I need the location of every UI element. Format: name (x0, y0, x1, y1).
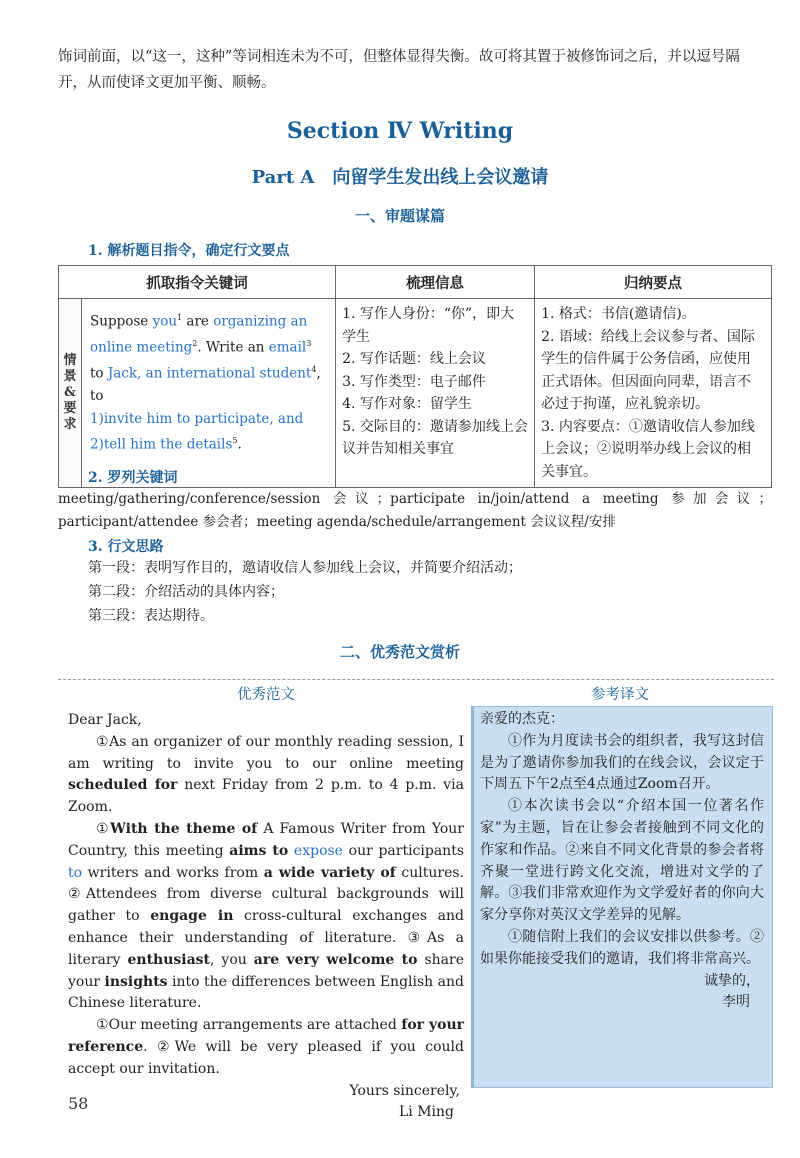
letter-text: into the differences between English and Chinese literature. (68, 973, 464, 1012)
table-header-info: 梳理信息 (336, 266, 535, 299)
translation-paragraph-3: ①随信附上我们的会议安排以供参考。②如果你能接受我们的邀请，我们将非常高兴。 (480, 928, 764, 967)
letter-paragraph-3 (68, 1015, 464, 1080)
task-key-organizing: organizing an online meeting (90, 313, 308, 356)
letter-bold: scheduled for (68, 777, 178, 794)
translation-closing: 诚挚的， (704, 972, 760, 989)
idea-line: 第二段：介绍活动的具体内容； (88, 584, 284, 600)
task-text: , to (90, 365, 321, 404)
subheading-sample: 二、优秀范文赏析 (339, 643, 460, 661)
dashed-divider (58, 679, 774, 680)
letter-text: ①Our meeting arrangements are attached (96, 1017, 402, 1034)
task-text: are (182, 313, 214, 330)
letter-paragraph-1 (68, 732, 464, 819)
letter-text: A Famous Writer from Your Country, this meeting (68, 820, 464, 859)
letter-text: ① (96, 820, 111, 837)
idea-line: 第一段：表明写作目的，邀请收信人参加线上会议，并简要介绍活动； (88, 560, 522, 576)
part-title: Part A 向留学生发出线上会议邀请 (251, 167, 549, 188)
info-item: 2. 写作话题：线上会议 (342, 351, 486, 367)
letter-text: cross-cultural exchanges and enhance their understanding of literature. ③As a literary (68, 908, 464, 968)
task-keywords-cell: Suppose you$^1$ are organizing an online meeting$^2$. Write an email$^3$ to Jack, an international student$^4$, to 1)invite him to participate, and 2)tell him the details$^5$. (82, 299, 336, 488)
info-item: 4. 写作对象：留学生 (342, 396, 472, 412)
letter-bold: for your reference (68, 1017, 464, 1055)
letter-bold: With the theme of (110, 820, 258, 837)
letter-bold: are very welcome to (253, 951, 418, 968)
info-item: 3. 写作类型：电子邮件 (342, 373, 486, 390)
translation-text (480, 709, 764, 1014)
letter-signature: Li Ming (398, 1104, 454, 1121)
task-text: . Write an (197, 339, 269, 356)
translation-paragraph-2: ①本次读书会以“介绍本国一位著名作家”为主题，旨在让参会者接触到不同文化的作家和作品。②来自不同文化背景的参会者将齐聚一堂进行跨文化交流，增进对文学的了解。③我们非常欢迎作为文学爱好者的你向大家分享你对英汉文学差异的见解。 (480, 798, 764, 924)
letter-blue: to (68, 864, 83, 881)
intro-paragraph: 饰词前面，以“这一，这种”等词相连未为不可，但整体显得失衡。故可将其置于被修饰词之后，并以逗号隔开，从而使译文更加平衡、顺畅。 (58, 49, 740, 91)
side-label-text: 情景&要求 (63, 353, 77, 432)
subheading-analysis: 一、审题谋篇 (354, 207, 445, 225)
letter-text: cultures. ②Attendees from diverse cultural backgrounds will gather to (68, 864, 465, 925)
summary-item: 1. 格式：书信(邀请信)。 (541, 306, 696, 322)
translation-column-title: 参考译文 (591, 687, 649, 703)
letter-bold: aims to (229, 842, 289, 859)
sample-letter (68, 710, 464, 1124)
step-3-heading: 3. 行文思路 (88, 539, 164, 555)
info-item: 5. 交际目的：邀请参加线上会议并告知相关事宜 (342, 418, 528, 457)
summary-item: 2. 语域：给线上会议参与者、国际学生的信件属于公务信函，应使用正式语体。但因面向同辈，语言不必过于拘谨，应礼貌亲切。 (541, 328, 755, 412)
letter-text: . ②We will be very pleased if you could accept our invitation. (68, 1038, 464, 1077)
keywords-paragraph: meeting/gathering/conference/session 会议；participate in/join/attend a meeting 参加会议；participant/attendee 参会者；meeting agenda/schedule/arrangement 会议议程/安排 (58, 491, 772, 530)
translation-greeting: 亲爱的杰克： (480, 711, 564, 727)
idea-line: 第三段：表达期待。 (88, 608, 214, 624)
letter-text: share your (68, 951, 464, 990)
page-number: 58 (68, 1094, 89, 1113)
task-key-you: you (152, 313, 178, 330)
letter-bold: insights (104, 973, 168, 990)
analysis-table (58, 265, 772, 488)
task-text: Suppose (90, 313, 153, 330)
translation-paragraph-1: ①作为月度读书会的组织者，我写这封信是为了邀请你参加我们的在线会议，会议定于下周五下午2点至4点通过Zoom召开。 (480, 732, 764, 793)
letter-text: our participants (342, 842, 465, 859)
letter-blue: expose (293, 842, 343, 859)
letter-bold: a wide variety of (263, 864, 396, 881)
task-key-invite: 1)invite him to participate, and (90, 410, 304, 427)
translation-signature: 李明 (722, 994, 750, 1011)
info-cell (336, 299, 535, 488)
table-header-keywords: 抓取指令关键词 (59, 266, 336, 299)
info-item: 1. 写作人身份：“你”，即大学生 (342, 306, 515, 345)
task-key-jack: Jack, an international student (107, 365, 312, 382)
task-key-email: email (268, 339, 307, 356)
letter-text: next Friday from 2 p.m. to 4 p.m. via Zoom. (68, 777, 464, 816)
sample-column-title: 优秀范文 (237, 687, 295, 703)
table-side-label (59, 299, 82, 488)
letter-greeting: Dear Jack, (68, 712, 142, 728)
table-header-summary: 归纳要点 (535, 266, 772, 299)
letter-text: ①As an organizer of our monthly reading session, I am writing to invite you to our online meeting (68, 733, 464, 772)
summary-item: 3. 内容要点：①邀请收信人参加线上会议；②说明举办线上会议的相关事宜。 (541, 418, 755, 480)
letter-closing: Yours sincerely, (349, 1082, 460, 1099)
summary-cell (535, 299, 772, 488)
task-text: . (237, 436, 242, 453)
section-title: Section Ⅳ Writing (286, 118, 514, 144)
step-1-heading: 1. 解析题目指令，确定行文要点 (88, 243, 290, 259)
task-text: to (90, 365, 108, 382)
letter-bold: engage in (150, 908, 234, 925)
task-key-details: 2)tell him the details (90, 436, 233, 453)
letter-paragraph-2 (68, 819, 464, 1015)
step-2-heading: 2. 罗列关键词 (88, 470, 178, 486)
letter-text: writers and works from (82, 864, 264, 881)
letter-text: , you (210, 951, 254, 968)
letter-bold: enthusiast (127, 951, 211, 968)
